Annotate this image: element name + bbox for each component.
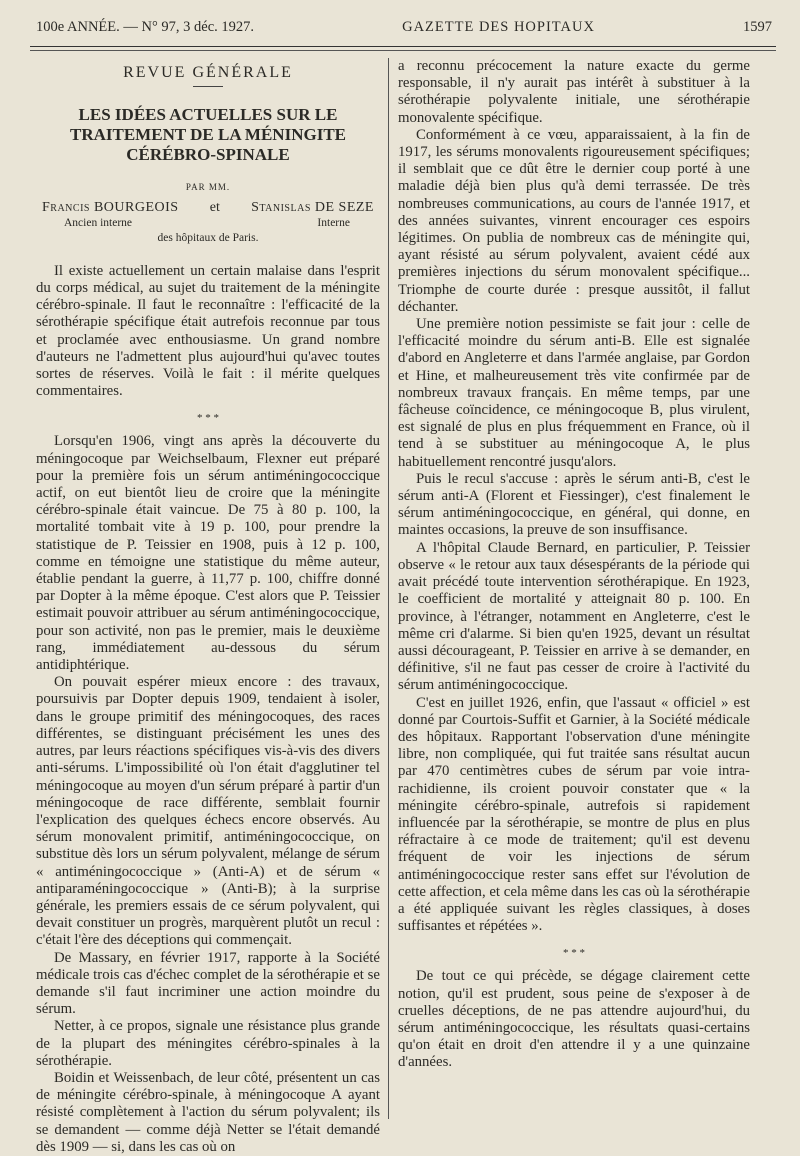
role-2: Interne [317, 216, 350, 229]
paragraph: A l'hôpital Claude Bernard, en particulier, P. Teissier observe « le retour aux taux désespérants de la période qui avait précédé toute intervention sérothérapique. En 1923, le coefficient de mortalité y atteignait 80 p. 100. En province, à l'étranger, notamment en Angleterre, c'est le même cri d'alarme. Si bien qu'en 1925, devant un résultat aussi décourageant, P. Teissier en arrive à se demander, en définitive, s'il ne faut pas cesser de croire à l'activité du sérum antiméningococcique. [398, 539, 750, 694]
author-1: Francis BOURGEOIS [42, 200, 179, 216]
page-number: 1597 [742, 18, 772, 35]
paragraph: C'est en juillet 1926, enfin, que l'assaut « officiel » est donné par Courtois-Suffit et Garnier, à la Société médicale des hôpitaux. Rapportant l'observation d'une méningite libre, non compliquée, qui fut traitée sans résultat aucun par 470 centimètres cubes de sérum par voie intra-rachidienne, ils croient pouvoir constater que « la méningite cérébro-spinale, autrefois si rapidement influencée par la sérothérapie, se montre de plus en plus réfractaire à ce mode de traitement; qu'il est devenu fréquent de voir les injections de sérum antiméningococcique rester sans effet sur l'évolution de cette affection, et cela même dans les cas où la sérothérapie a été appliquée suivant les règles classiques, à doses suffisantes et répétées ». [398, 694, 750, 935]
header-rule-thin [30, 50, 776, 51]
journal-title: GAZETTE DES HOPITAUX [402, 18, 595, 35]
left-column [36, 58, 380, 1156]
byline-par: PAR MM. [185, 182, 231, 193]
paragraph: Lorsqu'en 1906, vingt ans après la découverte du méningocoque par Weichselbaum, Flexner eut préparé pour la première fois un sérum antiméningococcique actif, on eut bientôt lieu de croire que la méningite cérébro-spinale était vaincue. De 75 à 80 p. 100, la mortalité tombait vite à 19 p. 100, pour prendre la statistique de P. Teissier en 1908, puis à 12 p. 100, comme en témoigne une statistique du même auteur, établie pendant la guerre, à 11,77 p. 100, chiffre donné par Dopter à la même époque. C'est alors que P. Teissier estimait pouvoir attribuer au sérum antiméningococcique, pour son activité, non pas le premier, mais le deuxième rang, immédiatement au-dessous du sérum antidiphtérique. [36, 433, 380, 674]
paragraph: On pouvait espérer mieux encore : des travaux, poursuivis par Dopter depuis 1909, tendaient à isoler, dans le groupe primitif des méningocoques, des races différentes, se distinguant précisément les unes des autres, par leurs réactions spécifiques vis-à-vis des divers anti-sérums. L'impossibilité où l'on était d'agglutiner tel méningocoque au moyen d'un sérum préparé à partir d'un méningocoque de race différente, semblait fournir l'explication des quelques échecs encore observés. Au sérum monovalent primitif, antiméningococcique, on substitue dès lors un sérum polyvalent, mélange de sérum « antiméningococcique » (Anti-A) et de sérum « antiparaméningococcique » (Anti-B); à la surprise générale, les premiers essais de ce sérum polyvalent, qui devait constituer un progrès, marquèrent plutôt un recul : c'était l'ère des déceptions qui commençait. [36, 674, 380, 949]
author-and: et [209, 200, 220, 216]
asterism: * * * [197, 412, 219, 425]
affiliation: des hôpitaux de Paris. [157, 231, 259, 244]
section-rule [193, 86, 223, 87]
asterism: * * * [563, 947, 585, 960]
paragraph: De Massary, en février 1917, rapporte à la Société médicale trois cas d'échec complet de la sérothérapie et se demande s'il faut incriminer une action moindre du sérum. [36, 949, 380, 1018]
role-1: Ancien interne [64, 216, 133, 229]
paragraph: De tout ce qui précède, se dégage clairement cette notion, qu'il est prudent, sous peine de s'exposer à de cruelles déceptions, de ne pas attendre aujourd'hui, du sérum antiméningococcique, les résultats quasi-certains qu'on était en droit d'en attendre il y a une quinzaine d'années. [398, 968, 750, 1071]
issue-info: 100e ANNÉE. — N° 97, 3 déc. 1927. [36, 18, 255, 35]
author-roles [36, 217, 380, 230]
article-title: LES IDÉES ACTUELLES SUR LE TRAITEMENT DE LA MÉNINGITE CÉRÉBRO-SPINALE [70, 105, 346, 165]
paragraph: Il existe actuellement un certain malaise dans l'esprit du corps médical, au sujet du traitement de la méningite cérébro-spinale. Il faut le reconnaître : l'efficacité de la sérothérapie spécifique était autrefois reconnue par tous et proclamée avec enthousiasme. Un grand nombre d'auteurs ne l'admettent plus aujourd'hui qu'avec toutes sortes de réserves. Voilà le fait : il mérite quelques commentaires. [36, 262, 380, 400]
page-header [36, 14, 772, 40]
authors [36, 199, 380, 216]
paragraph: a reconnu précocement la nature exacte du germe responsable, il n'y aurait pas intérêt à substituer à la sérothérapie polyvalente initiale, une sérothérapie monovalente spécifique. [398, 58, 750, 126]
paragraph: Netter, à ce propos, signale une résistance plus grande de la plupart des méningites cérébro-spinales à la sérothérapie. [36, 1018, 380, 1069]
paragraph: Puis le recul s'accuse : après le sérum anti-B, c'est le sérum anti-A (Florent et Fiessinger), c'est finalement le sérum antiméningococcique, en général, qui donne, en maintes occasions, la preuve de son insuffisance. [398, 470, 750, 539]
paragraph: Boidin et Weissenbach, de leur côté, présentent un cas de méningite cérébro-spinale, à méningocoque A ayant résisté complètement à l'action du sérum polyvalent; ils se demandent — comme déjà Netter se l'était demandé dès 1909 — si, dans les cas où on [36, 1069, 380, 1155]
right-column [398, 58, 750, 1072]
section-title: REVUE GÉNÉRALE [123, 64, 293, 81]
header-rule [30, 46, 776, 47]
paragraph: Une première notion pessimiste se fait jour : celle de l'efficacité moindre du sérum anti-B. Elle est signalée d'abord en Angleterre et dans l'armée anglaise, par Gordon et Hine, et malheureusement très vite confirmée par de nombreux travaux français. En même temps, par une fâcheuse coïncidence, ce méningocoque B, plus virulent, est signalé de plus en plus fréquemment en France, où il tend à se substituer au méningocoque A, le plus habituellement rencontré jusqu'alors. [398, 316, 750, 470]
author-2: Stanislas DE SEZE [251, 200, 374, 216]
paragraph: Conformément à ce vœu, apparaissaient, à la fin de 1917, les sérums monovalents rigoureusement spécifiques; il semblait que ce dût être le dernier coup porté à une maladie déjà bien plus qu'à demi terrassée. De très nombreuses communications, au cours de l'année 1917, et des années suivantes, vinrent encourager ces espoirs légitimes. On publia de nombreux cas de méningite qui, ayant résisté au sérum polyvalent, avaient cédé aux premières injections du sérum monovalent spécifique... Triomphe de courte durée : presque aussitôt, il fallut déchanter. [398, 126, 750, 315]
column-divider [388, 58, 389, 1119]
